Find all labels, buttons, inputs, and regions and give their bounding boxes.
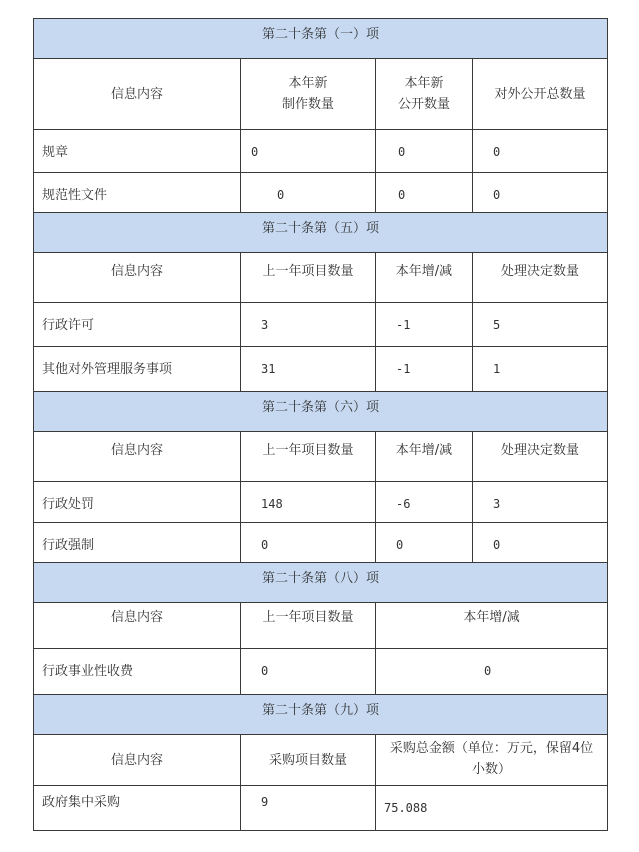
table-cell: 0 <box>376 173 473 213</box>
table-cell: 75.088 <box>376 786 608 831</box>
table-cell: 0 <box>473 523 608 563</box>
table-cell: -1 <box>376 347 473 392</box>
table-cell: -1 <box>376 303 473 347</box>
section-title: 第二十条第（八）项 <box>34 563 608 603</box>
column-header-row <box>34 253 608 303</box>
column-header: 信息内容 <box>34 735 241 786</box>
section-header-row <box>34 19 608 59</box>
section-header-row <box>34 695 608 735</box>
column-header: 对外公开总数量 <box>473 59 608 130</box>
table-row <box>34 482 608 523</box>
column-header-line: 小数） <box>472 762 512 777</box>
section-header-row <box>34 563 608 603</box>
row-label: 政府集中采购 <box>34 786 241 831</box>
table-cell: 31 <box>241 347 376 392</box>
table-cell: 9 <box>241 786 376 831</box>
column-header-line: 采购总金额（单位：万元，保留4位 <box>389 741 594 756</box>
table-row <box>34 303 608 347</box>
table-cell: 0 <box>241 649 376 695</box>
row-label: 行政处罚 <box>34 482 241 523</box>
column-header-row <box>34 59 608 130</box>
column-header <box>376 735 608 786</box>
section-title: 第二十条第（五）项 <box>34 213 608 253</box>
column-header: 采购项目数量 <box>241 735 376 786</box>
table-cell: 1 <box>473 347 608 392</box>
table-cell: 0 <box>241 130 376 173</box>
row-label: 行政强制 <box>34 523 241 563</box>
table-cell: 0 <box>376 649 608 695</box>
table-cell: 3 <box>241 303 376 347</box>
column-header-line: 公开数量 <box>397 97 450 112</box>
column-header: 上一年项目数量 <box>241 432 376 482</box>
column-header: 信息内容 <box>34 432 241 482</box>
disclosure-table <box>33 18 608 831</box>
table-row <box>34 523 608 563</box>
table-cell: 5 <box>473 303 608 347</box>
column-header: 信息内容 <box>34 253 241 303</box>
table-row <box>34 173 608 213</box>
column-header-row <box>34 603 608 649</box>
column-header: 本年增/减 <box>376 603 608 649</box>
column-header: 处理决定数量 <box>473 253 608 303</box>
table-cell: 0 <box>473 130 608 173</box>
section-header-row <box>34 392 608 432</box>
column-header-line: 制作数量 <box>281 97 334 112</box>
column-header: 本年增/减 <box>376 432 473 482</box>
column-header: 处理决定数量 <box>473 432 608 482</box>
table-cell: 3 <box>473 482 608 523</box>
row-label: 规范性文件 <box>34 173 241 213</box>
row-label: 行政许可 <box>34 303 241 347</box>
row-label: 规章 <box>34 130 241 173</box>
section-title: 第二十条第（九）项 <box>34 695 608 735</box>
table-row <box>34 347 608 392</box>
table-cell: 0 <box>376 523 473 563</box>
column-header <box>376 59 473 130</box>
section-title: 第二十条第（一）项 <box>34 19 608 59</box>
row-label: 其他对外管理服务事项 <box>34 347 241 392</box>
column-header <box>241 59 376 130</box>
table-row <box>34 649 608 695</box>
column-header-row <box>34 432 608 482</box>
column-header: 信息内容 <box>34 59 241 130</box>
table-cell: 148 <box>241 482 376 523</box>
table-cell: 0 <box>376 130 473 173</box>
column-header: 本年增/减 <box>376 253 473 303</box>
table-row <box>34 786 608 831</box>
column-header: 上一年项目数量 <box>241 603 376 649</box>
column-header-line: 本年新 <box>404 76 444 91</box>
table-row <box>34 130 608 173</box>
table-cell: 0 <box>473 173 608 213</box>
table-cell: 0 <box>241 523 376 563</box>
section-title: 第二十条第（六）项 <box>34 392 608 432</box>
table-cell: 0 <box>241 173 376 213</box>
column-header-row <box>34 735 608 786</box>
row-label: 行政事业性收费 <box>34 649 241 695</box>
column-header-line: 本年新 <box>288 76 328 91</box>
column-header: 上一年项目数量 <box>241 253 376 303</box>
column-header: 信息内容 <box>34 603 241 649</box>
table-cell: -6 <box>376 482 473 523</box>
section-header-row <box>34 213 608 253</box>
